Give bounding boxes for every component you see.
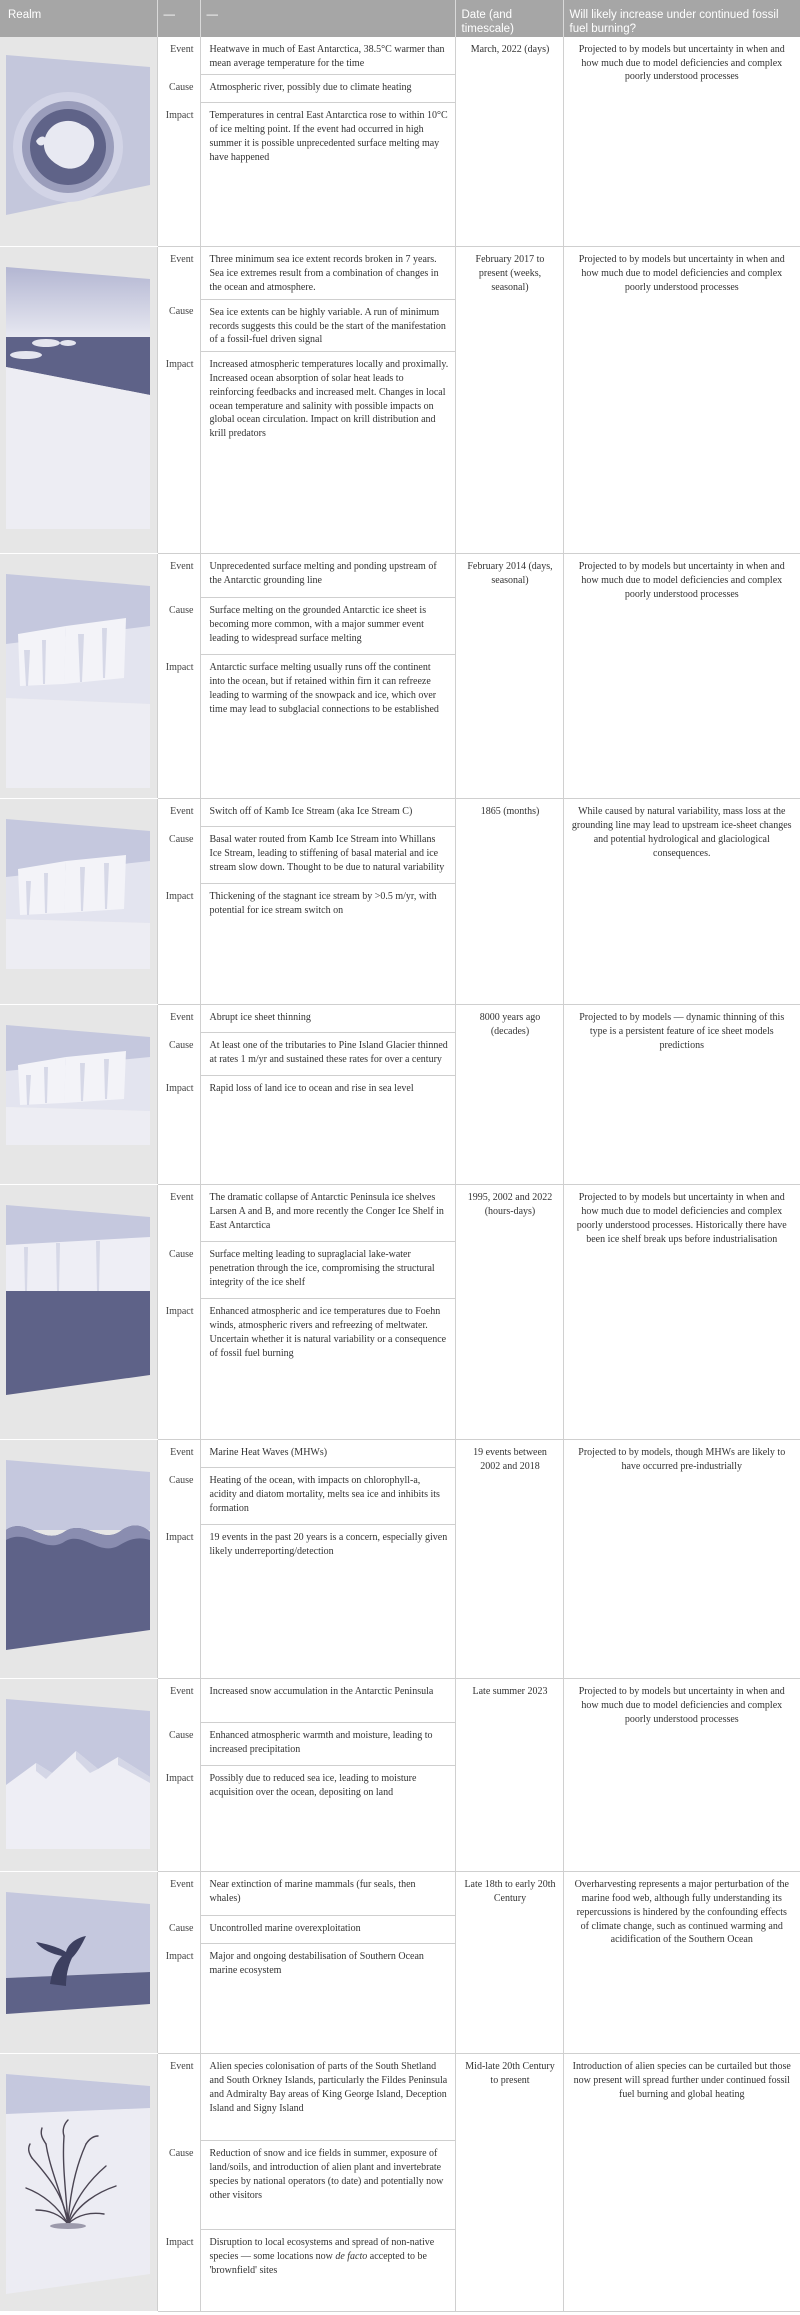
date-text: March, 2022 (days) (455, 37, 563, 247)
label-event: Event (157, 1185, 200, 1242)
label-cause: Cause (157, 1033, 200, 1076)
label-event: Event (157, 554, 200, 598)
realm-cell (0, 1005, 157, 1185)
header-row (0, 0, 800, 37)
label-cause: Cause (157, 299, 200, 351)
label-cause: Cause (157, 598, 200, 655)
projection-text: Projected to by models but uncertainty in when and how much due to model deficiencies and complex poorly understood processes. Historically there have been ice shelf break ups before industrialisation (563, 1185, 800, 1440)
event-text: Increased snow accumulation in the Antarctic Peninsula (200, 1679, 455, 1723)
projection-text: Projected to by models but uncertainty in when and how much due to model deficiencies and complex poorly understood processes (563, 247, 800, 554)
impact-text: Enhanced atmospheric and ice temperatures due to Foehn winds, atmospheric rivers and refreezing of meltwater. Uncertain whether it is natural variability or a consequence of fossil fuel burning (200, 1299, 455, 1440)
projection-text: Projected to by models but uncertainty in when and how much due to model deficiencies and complex poorly understood processes (563, 37, 800, 247)
cause-text: Enhanced atmospheric warmth and moisture, leading to increased precipitation (200, 1723, 455, 1766)
label-impact: Impact (157, 1766, 200, 1872)
impact-text-pre: Disruption to local ecosystems and spread of non-native species — some locations now (209, 2237, 435, 2262)
label-impact: Impact (157, 352, 200, 554)
row-event (0, 247, 800, 299)
whale-tail-icon (6, 1892, 150, 2022)
cause-text: Surface melting leading to supraglacial lake-water penetration through the ice, compromising the structural integrity of the ice shelf (200, 1242, 455, 1299)
label-impact: Impact (157, 655, 200, 799)
label-cause: Cause (157, 1242, 200, 1299)
label-impact: Impact (157, 2230, 200, 2312)
realm-cell (0, 2054, 157, 2312)
realm-cell (0, 247, 157, 554)
land-ice-icon (6, 819, 150, 969)
cause-text: At least one of the tributaries to Pine Island Glacier thinned at rates 1 m/yr and sustained these rates for over a century (200, 1033, 455, 1076)
cause-text: Surface melting on the grounded Antarctic ice sheet is becoming more common, with a major summer event leading to widespread surface melting (200, 598, 455, 655)
event-text: Unprecedented surface melting and ponding upstream of the Antarctic grounding line (200, 554, 455, 598)
row-event (0, 1872, 800, 1916)
event-text: Heatwave in much of East Antarctica, 38.5°C warmer than mean average temperature for the time (200, 37, 455, 75)
impact-text: Thickening of the stagnant ice stream by >0.5 m/yr, with potential for ice stream switch on (200, 884, 455, 1005)
impact-text: Major and ongoing destabilisation of Southern Ocean marine ecosystem (200, 1944, 455, 2054)
projection-text: While caused by natural variability, mass loss at the grounding line may lead to upstream ice-sheet changes and potential hydrological and glaciological consequences. (563, 799, 800, 1005)
realm-cell (0, 554, 157, 799)
atmosphere-icon (6, 55, 150, 215)
impact-text: 19 events in the past 20 years is a concern, especially given likely underreporting/detection (200, 1525, 455, 1679)
plant-icon (6, 2074, 150, 2294)
label-impact: Impact (157, 103, 200, 247)
projection-text: Projected to by models but uncertainty in when and how much due to model deficiencies and complex poorly understood processes (563, 554, 800, 799)
cause-text: Sea ice extents can be highly variable. A run of minimum records suggests this could be the start of the manifestation of a fossil-fuel driven signal (200, 299, 455, 351)
event-text: Alien species colonisation of parts of the South Shetland and South Orkney Islands, particularly the Fildes Peninsula and Admiralty Bay areas of King George Island, Deception Island and Signy Island (200, 2054, 455, 2141)
label-impact: Impact (157, 884, 200, 1005)
cause-text: Atmospheric river, possibly due to climate heating (200, 75, 455, 103)
date-text: February 2017 to present (weeks, seasonal) (455, 247, 563, 554)
realm-cell (0, 37, 157, 247)
ocean-wave-icon (6, 1460, 150, 1650)
header-realm: Realm (0, 0, 157, 37)
label-event: Event (157, 2054, 200, 2141)
impact-text: Rapid loss of land ice to ocean and rise in sea level (200, 1076, 455, 1185)
row-event (0, 1185, 800, 1242)
date-text: February 2014 (days, seasonal) (455, 554, 563, 799)
realm-cell (0, 1679, 157, 1872)
row-event (0, 1679, 800, 1723)
label-cause: Cause (157, 1468, 200, 1525)
label-cause: Cause (157, 1723, 200, 1766)
cause-text: Heating of the ocean, with impacts on chlorophyll-a, acidity and diatom mortality, melts sea ice and inhibits its formation (200, 1468, 455, 1525)
event-text: Abrupt ice sheet thinning (200, 1005, 455, 1033)
row-event (0, 1005, 800, 1033)
label-impact: Impact (157, 1944, 200, 2054)
date-text: 1995, 2002 and 2022 (hours-days) (455, 1185, 563, 1440)
label-cause: Cause (157, 1916, 200, 1944)
cause-text: Basal water routed from Kamb Ice Stream into Whillans Ice Stream, leading to stiffening of basal material and ice stream slow down. Thought to be due to natural variability (200, 827, 455, 884)
label-event: Event (157, 1872, 200, 1916)
impact-text: Increased atmospheric temperatures locally and proximally. Increased ocean absorption of solar heat leads to reinforcing feedbacks and increased melt. Changes in local ocean temperature and salinity with possible impacts on global ocean circulation. Impact on krill distribution and krill predators (200, 352, 455, 554)
row-event (0, 2054, 800, 2141)
date-text: Late summer 2023 (455, 1679, 563, 1872)
realm-cell (0, 799, 157, 1005)
realm-cell (0, 1185, 157, 1440)
label-event: Event (157, 1679, 200, 1723)
date-text: 1865 (months) (455, 799, 563, 1005)
header-date: Date (and timescale) (455, 0, 563, 37)
impact-text (200, 2230, 455, 2312)
realm-cell (0, 1440, 157, 1679)
label-cause: Cause (157, 827, 200, 884)
projection-text: Introduction of alien species can be curtailed but those now present will spread further under continued fossil fuel burning and global heating (563, 2054, 800, 2312)
projection-text: Projected to by models but uncertainty in when and how much due to model deficiencies and complex poorly understood processes (563, 1679, 800, 1872)
label-event: Event (157, 247, 200, 299)
date-text: 8000 years ago (decades) (455, 1005, 563, 1185)
projection-text: Projected to by models — dynamic thinning of this type is a persistent feature of ice sheet models predictions (563, 1005, 800, 1185)
date-text: Mid-late 20th Century to present (455, 2054, 563, 2312)
event-text: Marine Heat Waves (MHWs) (200, 1440, 455, 1468)
date-text: Late 18th to early 20th Century (455, 1872, 563, 2054)
label-event: Event (157, 37, 200, 75)
land-ice-icon (6, 1025, 150, 1145)
label-cause: Cause (157, 2141, 200, 2230)
event-text: The dramatic collapse of Antarctic Peninsula ice shelves Larsen A and B, and more recently the Conger Ice Shelf in East Antarctica (200, 1185, 455, 1242)
header-col3: — (200, 0, 455, 37)
event-text: Three minimum sea ice extent records broken in 7 years. Sea ice extremes result from a combination of changes in the ocean and atmosphere. (200, 247, 455, 299)
sea-ice-icon (6, 267, 150, 529)
header-col2: — (157, 0, 200, 37)
row-event (0, 37, 800, 75)
label-impact: Impact (157, 1525, 200, 1679)
label-event: Event (157, 1440, 200, 1468)
date-text: 19 events between 2002 and 2018 (455, 1440, 563, 1679)
impact-text: Temperatures in central East Antarctica rose to within 10°C of ice melting point. If the event had occurred in high summer it is possible unprecedented surface melting may have happened (200, 103, 455, 247)
label-impact: Impact (157, 1299, 200, 1440)
row-event (0, 799, 800, 827)
impact-text-post: accepted to be 'brownfield' sites (209, 2250, 427, 2276)
row-event (0, 554, 800, 598)
label-event: Event (157, 799, 200, 827)
event-text: Switch off of Kamb Ice Stream (aka Ice Stream C) (200, 799, 455, 827)
cause-text: Reduction of snow and ice fields in summer, exposure of land/soils, and introduction of alien plant and invertebrate species by national operators (to date) and potentially now other visitors (200, 2141, 455, 2230)
cause-text: Uncontrolled marine overexploitation (200, 1916, 455, 1944)
header-projection: Will likely increase under continued fossil fuel burning? (563, 0, 800, 37)
snow-land-icon (6, 1699, 150, 1849)
row-event (0, 1440, 800, 1468)
projection-text: Projected to by models, though MHWs are likely to have occurred pre-industrially (563, 1440, 800, 1679)
event-text: Near extinction of marine mammals (fur seals, then whales) (200, 1872, 455, 1916)
label-impact: Impact (157, 1076, 200, 1185)
realm-cell (0, 1872, 157, 2054)
label-event: Event (157, 1005, 200, 1033)
land-ice-icon (6, 574, 150, 788)
ice-shelf-icon (6, 1205, 150, 1395)
impact-text: Possibly due to reduced sea ice, leading to moisture acquisition over the ocean, depositing on land (200, 1766, 455, 1872)
projection-text: Overharvesting represents a major perturbation of the marine food web, although fully understanding its repercussions is hindered by the confounding effects of climate change, such as continued warming and acidification of the Southern Ocean (563, 1872, 800, 2054)
impact-text: Antarctic surface melting usually runs off the continent into the ocean, but if retained within firn it can refreeze leading to warming of the snowpack and ice, which over time may lead to subglacial connections to be established (200, 655, 455, 799)
label-cause: Cause (157, 75, 200, 103)
impact-text-italic: de facto (335, 2250, 368, 2262)
